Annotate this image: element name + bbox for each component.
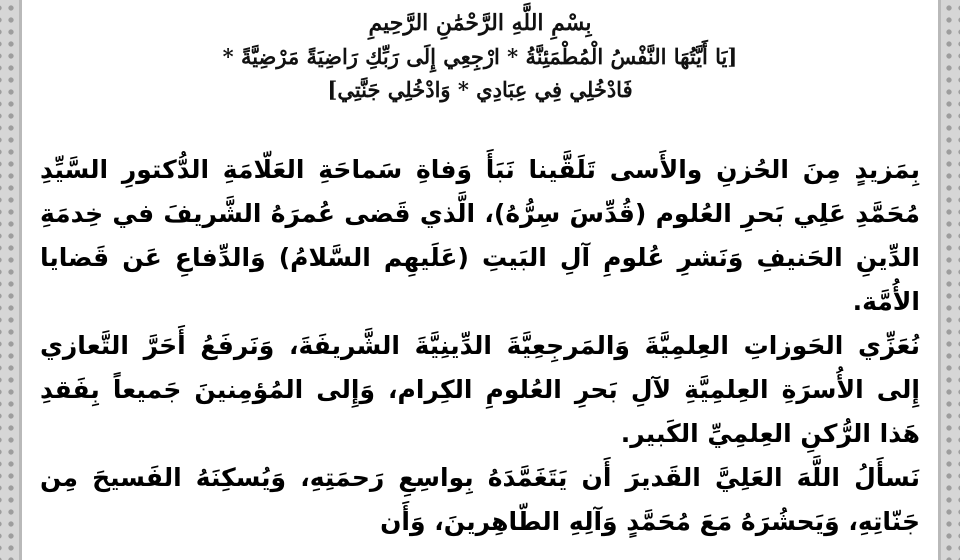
verse-line-2: فَادْخُلِي فِي عِبَادِي * وَادْخُلِي جَنَّتِي]: [327, 77, 633, 102]
basmala: بِسْمِ اللَّهِ الرَّحْمَٰنِ الرَّحِيمِ: [368, 10, 592, 36]
decorative-border-left: [0, 0, 22, 560]
paragraph-condolences: نُعَزِّي الحَوزاتِ العِلمِيَّةَ وَالمَرجِعِيَّةَ الدِّينِيَّةَ الشَّريفَةَ، وَنَرفَعُ أَحَرَّ التَّعازي إِلى الأُسرَةِ العِلمِيَّةِ لآلِ بَحرِ العُلومِ الكِرام، وَإِلى المُؤمِنينَ جَميعاً بِفَقدِ هَذا الرُّكنِ العِلمِيِّ الكَبير.: [40, 331, 920, 448]
verse-line-1: [يَا أَيَّتُهَا النَّفْسُ الْمُطْمَئِنَّةُ * ارْجِعِي إِلَى رَبِّكِ رَاضِيَةً مَرْضِيَّةً *: [222, 44, 738, 69]
paragraph-prayer: نَسأَلُ اللَّهَ العَلِيَّ القَديرَ أَن يَتَغَمَّدَهُ بِواسِعِ رَحمَتِهِ، وَيُسكِنَهُ الفَسيحَ مِن جَنّاتِهِ، وَيَحشُرَهُ مَعَ مُحَمَّدٍ وَآلِهِ الطّاهِرينَ، وَأَن: [40, 463, 920, 536]
decorative-border-right: [938, 0, 960, 560]
condolence-body: [40, 148, 920, 544]
document-content: [40, 6, 920, 560]
paragraph-announcement: بِمَزيدٍ مِنَ الحُزنِ والأَسى تَلَقَّينا نَبَأَ وَفاةِ سَماحَةِ العَلّامَةِ الدُّكتورِ السَّيِّدِ مُحَمَّدِ عَلِي بَحرِ العُلوم (قُدِّسَ سِرُّهُ)، الَّذي قَضى عُمرَهُ الشَّريفَ في خِدمَةِ الدِّينِ الحَنيفِ وَنَشرِ عُلومِ آلِ البَيتِ (عَلَيهِم السَّلامُ) وَالدِّفاعِ عَن قَضايا الأُمَّة.: [40, 155, 920, 316]
quran-header: [40, 6, 920, 106]
